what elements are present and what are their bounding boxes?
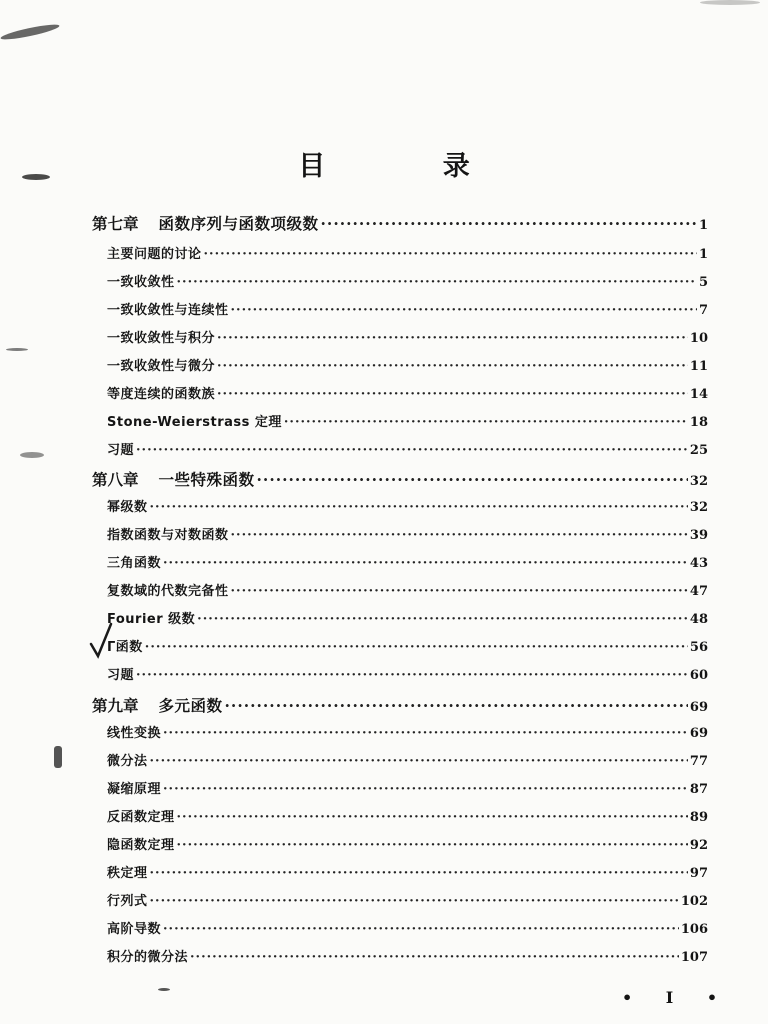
- toc-section-entry: [107, 946, 708, 970]
- toc-dot-leader: [204, 243, 697, 267]
- toc-page-number: 106: [680, 922, 708, 937]
- toc-dot-leader: [150, 862, 688, 886]
- toc-dot-leader: [217, 327, 688, 351]
- toc-dot-leader: [190, 946, 679, 970]
- toc-entry-title: 幂级数: [107, 500, 148, 515]
- toc-dot-leader: [136, 664, 688, 688]
- toc-section-entry: [107, 271, 708, 295]
- toc-section-entry: [107, 750, 708, 774]
- scan-smudge: [20, 452, 44, 458]
- toc-entry-title: 一些特殊函数: [158, 471, 255, 489]
- toc-section-entry: [107, 439, 708, 463]
- toc-section-entry: [107, 608, 708, 632]
- toc-dot-leader: [257, 468, 688, 492]
- toc-entry-title: Fourier 级数: [107, 612, 196, 627]
- toc-section-entry: [107, 834, 708, 858]
- toc-dot-leader: [231, 580, 688, 604]
- toc-section-entry: [107, 664, 708, 688]
- toc-entry-title: 凝缩原理: [107, 782, 162, 797]
- toc-section-entry: [107, 299, 708, 323]
- toc-page-number: 48: [689, 612, 708, 627]
- toc-entry-title: 微分法: [107, 754, 148, 769]
- toc-entry-title: 一致收敛性与连续性: [107, 303, 229, 318]
- toc-entry-title: 三角函数: [107, 556, 162, 571]
- toc-page-number: 32: [689, 500, 708, 515]
- toc-entry-title: 主要问题的讨论: [107, 247, 202, 262]
- toc-page-number: 1: [698, 247, 708, 262]
- toc-dot-leader: [284, 411, 688, 435]
- toc-dot-leader: [321, 212, 697, 236]
- scan-smudge: [6, 348, 28, 351]
- toc-entry-title: 一致收敛性与积分: [107, 331, 216, 346]
- toc-page-number: 69: [689, 726, 708, 741]
- toc-entry-title: 函数序列与函数项级数: [158, 215, 319, 233]
- toc-section-entry: [107, 636, 708, 660]
- toc-page-number: 107: [680, 950, 708, 965]
- toc-entry-title: 隐函数定理: [107, 838, 175, 853]
- toc-dot-leader: [150, 496, 688, 520]
- toc-section-entry: [107, 411, 708, 435]
- toc-chapter-number: 第七章: [92, 215, 139, 233]
- toc-dot-leader: [177, 806, 688, 830]
- toc-dot-leader: [231, 524, 688, 548]
- toc-section-entry: [107, 890, 708, 914]
- toc-dot-leader: [163, 552, 688, 576]
- toc-page-number: 89: [689, 810, 708, 825]
- toc-page-number: 77: [689, 754, 708, 769]
- toc-chapter-entry: [92, 212, 708, 236]
- toc-entry-title: 习题: [107, 668, 135, 683]
- toc-page-number: 1: [698, 218, 708, 233]
- toc-section-entry: [107, 862, 708, 886]
- page-number-footer: • I •: [622, 988, 732, 1007]
- toc-page-number: 47: [689, 584, 708, 599]
- toc-section-entry: [107, 918, 708, 942]
- toc-page-number: 39: [689, 528, 708, 543]
- toc-dot-leader: [225, 694, 688, 718]
- scan-smudge: [158, 988, 170, 991]
- toc-page-number: 92: [689, 838, 708, 853]
- toc-entry-title: 积分的微分法: [107, 950, 189, 965]
- toc-page-number: 32: [689, 474, 708, 489]
- toc-entry-title: 等度连续的函数族: [107, 387, 216, 402]
- toc-entry-title: 行列式: [107, 894, 148, 909]
- toc-section-entry: [107, 355, 708, 379]
- toc-page-number: 25: [689, 443, 708, 458]
- toc-page-number: 18: [689, 415, 708, 430]
- toc-section-entry: [107, 383, 708, 407]
- toc-page-number: 102: [680, 894, 708, 909]
- toc-section-entry: [107, 722, 708, 746]
- toc-entry-title: 高阶导数: [107, 922, 162, 937]
- page-title: 目 录: [298, 151, 524, 182]
- toc-chapter-entry: [92, 468, 708, 492]
- toc-entry-title: 秩定理: [107, 866, 148, 881]
- toc-section-entry: [107, 552, 708, 576]
- handwritten-check-mark: [89, 620, 115, 660]
- toc-entry-title: Stone-Weierstrass 定理: [107, 415, 282, 430]
- toc-dot-leader: [145, 636, 688, 660]
- toc-entry-title: Γ函数: [107, 640, 143, 655]
- toc-dot-leader: [217, 383, 688, 407]
- toc-dot-leader: [163, 778, 688, 802]
- toc-dot-leader: [231, 299, 697, 323]
- toc-page-number: 97: [689, 866, 708, 881]
- toc-section-entry: [107, 496, 708, 520]
- toc-dot-leader: [177, 271, 697, 295]
- toc-page-number: 10: [689, 331, 708, 346]
- toc-entry-title: 复数域的代数完备性: [107, 584, 229, 599]
- toc-dot-leader: [163, 918, 679, 942]
- toc-page-number: 43: [689, 556, 708, 571]
- toc-entry-title: 习题: [107, 443, 135, 458]
- toc-dot-leader: [136, 439, 688, 463]
- toc-page-number: 11: [689, 359, 708, 374]
- toc-entry-title: 反函数定理: [107, 810, 175, 825]
- toc-page-number: 7: [698, 303, 708, 318]
- toc-entry-title: 指数函数与对数函数: [107, 528, 229, 543]
- toc-page-number: 14: [689, 387, 708, 402]
- toc-entry-title: 线性变换: [107, 726, 162, 741]
- toc-dot-leader: [177, 834, 688, 858]
- toc-section-entry: [107, 580, 708, 604]
- toc-entry-title: 多元函数: [158, 697, 223, 715]
- toc-section-entry: [107, 243, 708, 267]
- toc-page-number: 60: [689, 668, 708, 683]
- toc-section-entry: [107, 806, 708, 830]
- toc-entry-title: 一致收敛性与微分: [107, 359, 216, 374]
- toc-entry-title: 一致收敛性: [107, 275, 175, 290]
- toc-chapter-number: 第八章: [92, 471, 139, 489]
- toc-page-number: 69: [689, 700, 708, 715]
- toc-dot-leader: [217, 355, 688, 379]
- toc-section-entry: [107, 778, 708, 802]
- toc-dot-leader: [197, 608, 688, 632]
- toc-dot-leader: [150, 890, 679, 914]
- toc-dot-leader: [150, 750, 688, 774]
- scan-smudge: [54, 746, 62, 768]
- toc-section-entry: [107, 327, 708, 351]
- toc-page-number: 56: [689, 640, 708, 655]
- toc-page-number: 87: [689, 782, 708, 797]
- toc-chapter-entry: [92, 694, 708, 718]
- scan-smudge: [0, 22, 60, 42]
- toc-dot-leader: [163, 722, 688, 746]
- toc-section-entry: [107, 524, 708, 548]
- toc-chapter-number: 第九章: [92, 697, 139, 715]
- scan-smudge: [700, 0, 760, 5]
- toc-page-number: 5: [698, 275, 708, 290]
